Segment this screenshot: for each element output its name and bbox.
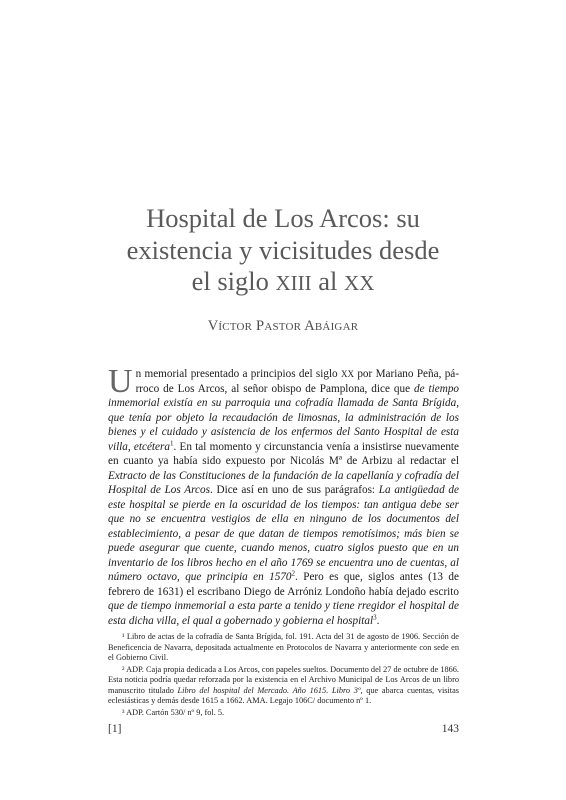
- footnote-ref-1[interactable]: 1: [169, 438, 174, 447]
- footnote-2: [108, 665, 459, 707]
- footnote-ref-2[interactable]: 2: [291, 569, 296, 578]
- author-part-2: ASTOR: [264, 321, 302, 333]
- footnotes: [108, 632, 459, 719]
- page-marker: [1]: [108, 723, 122, 735]
- footnote-3: ³ ADP. Cartón 530/ nº 9, fol. 5.: [122, 707, 225, 717]
- footnote-1: ¹ Libro de actas de la cofradía de Santa Brígida, fol. 191. Acta del 31 de agosto de 1906. Sección de Beneficencia de Navarra, depositada actualmente en Protocolos de Navarra y anteriormente con sede en el Gobierno Civil.: [108, 632, 459, 662]
- body-text-run: .: [376, 614, 380, 627]
- footnote-2-italic: Libro del hospital del Mercado. Año 1615. Libro 3º: [177, 685, 361, 695]
- body-italic-quote: que de tiempo inmemorial a esta parte a tenido y tiene rregidor el hospital de esta dicha villa, el qual a gobernado y gobierna el hospital: [108, 600, 459, 627]
- body-text: [108, 363, 460, 628]
- title-line-1: Hospital de Los Arcos: su: [146, 203, 420, 233]
- title-line-3-a: el siglo: [191, 266, 276, 296]
- body-text-run: . Pero es que, siglos antes (13 de febrero de 1631) el escribano Diego de Arróniz Londoño había dejado escrito: [108, 571, 459, 598]
- page-number: 143: [441, 723, 459, 735]
- author-name: [60, 318, 506, 335]
- title-line-2: existencia y vicisitudes desde: [126, 234, 440, 265]
- footnote-2-text: ² ADP. Caja propia dedicada a Los Arcos, con papeles sueltos. Documento del 27 de octubre de 1866. Esta noticia podría quedar reforzada por la existencia en el Archivo Municipal de Los Arcos de un libro manuscrito titulado: [108, 664, 459, 695]
- drop-cap: U: [108, 363, 133, 400]
- author-initial-p: P: [252, 318, 265, 334]
- body-italic-quote: La antigüedad de este hospital se pierde en la oscuridad de los tiempos: tan antigua debe ser que no se encuentra vestigios de ella en ninguno de los documentos del establecimiento, a pesar de que datan de tiempos remotísimos; más bien se puede asegurar que cuente, cuando menos, cuatro siglos puesto que en un inventario de los libros hecho en el año 1769 se encuentra uno de cuentas, al número octavo, que principia en 1570: [108, 484, 459, 583]
- author-initial-a: A: [301, 318, 315, 334]
- article-title: [60, 203, 506, 300]
- body-small-caps: XX: [341, 369, 354, 379]
- footnote-2-text-end: , que abarca cuentas, visitas eclesiásticas y demás desde 1615 a 1662. AMA. Legajo 106C/ documento nº 1.: [108, 685, 459, 705]
- author-part-1: ÍCTOR: [218, 321, 253, 333]
- title-roman-1: XIII: [275, 271, 312, 295]
- title-roman-2: XX: [344, 271, 375, 295]
- author-part-3: BÁIGAR: [314, 321, 359, 333]
- body-italic-title: Extracto de las Constituciones de la fundación de la capellanía y cofradía del Hospital de Los Arcos: [108, 469, 459, 496]
- author-initial-v: V: [207, 318, 219, 334]
- body-text-run: . En tal momento y circunstancia venía a insistirse nuevamente en cuanto ya había sido expuesto por Nicolás Mª de Arbizu al redactar el: [108, 440, 459, 467]
- body-text-run: . Dice así en uno de sus parágrafos:: [209, 484, 379, 496]
- body-paragraph: [108, 363, 460, 628]
- title-line-3-b: al: [311, 266, 345, 296]
- footnote-ref-3[interactable]: 3: [373, 612, 377, 621]
- body-italic-quote: de tiempo inmemorial existía en su parroquia una cofradía llamada de Santa Brígida, que tenía por objeto la recaudación de limosnas, la administración de los bienes y el cuidado y asistencia de los enfermos del Santo Hospital de esta villa, etcétera: [108, 382, 460, 453]
- body-text-run: n memorial presentado a principios del siglo: [135, 368, 341, 380]
- body-text-run: por Mariano Peña, párroco de Los Arcos, al señor obispo de Pamplona, dice que: [135, 368, 460, 395]
